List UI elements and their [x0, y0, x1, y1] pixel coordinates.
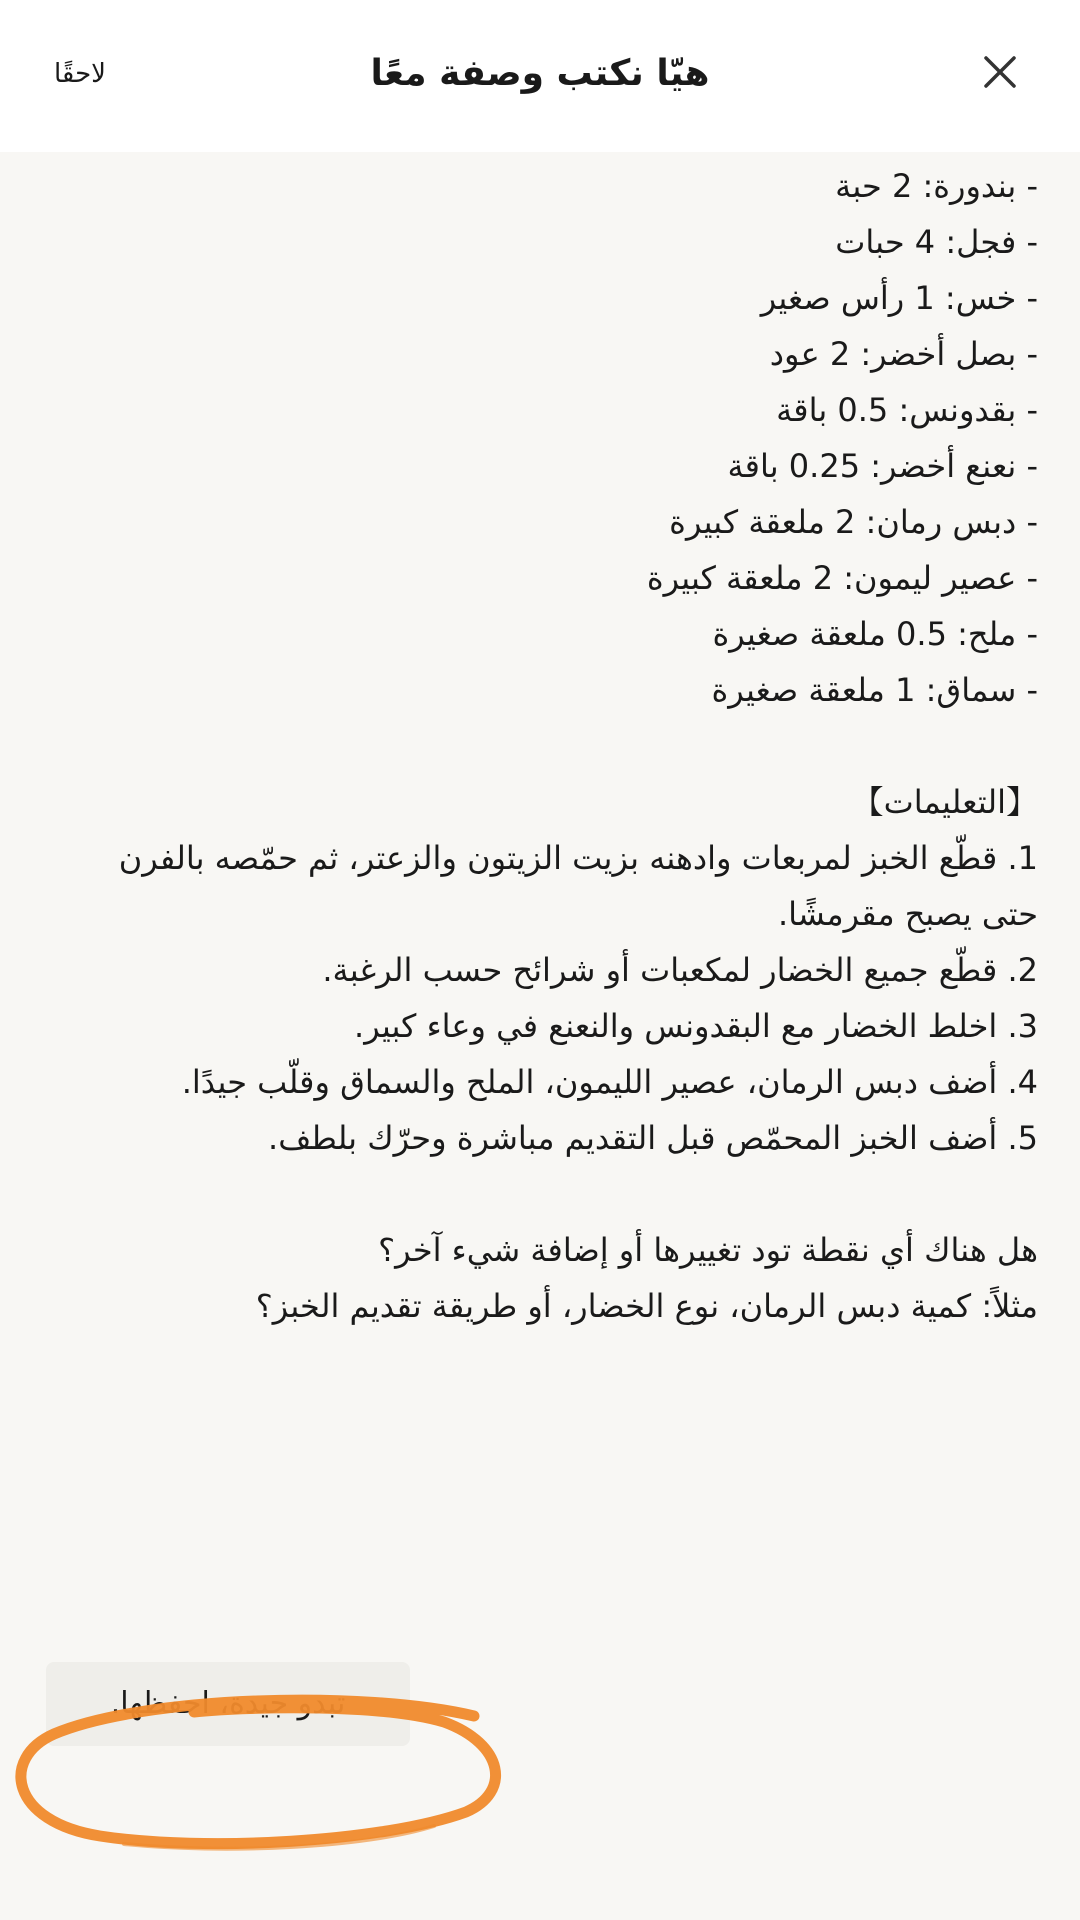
assistant-message — [54, 158, 1038, 1334]
header-bar — [0, 0, 1080, 152]
ingredient-line: - عصير ليمون: 2 ملعقة كبيرة — [646, 559, 1038, 597]
instruction-step: 4. أضف دبس الرمان، عصير الليمون، الملح والسماق وقلّب جيدًا. — [181, 1063, 1038, 1101]
instruction-step: 2. قطّع جميع الخضار لمكعبات أو شرائح حسب الرغبة. — [322, 951, 1038, 989]
ingredient-line: - بندورة: 2 حبة — [835, 167, 1038, 205]
ingredient-line: - بقدونس: 0.5 باقة — [776, 391, 1038, 429]
instruction-step: 5. أضف الخبز المحمّص قبل التقديم مباشرة وحرّك بلطف. — [268, 1119, 1038, 1157]
ingredient-line: - دبس رمان: 2 ملعقة كبيرة — [669, 503, 1038, 541]
ingredient-line: - نعنع أخضر: 0.25 باقة — [727, 447, 1038, 485]
chat-area[interactable] — [0, 152, 1080, 1920]
spacer — [54, 1166, 1038, 1222]
instructions-heading: 【التعليمات】 — [851, 783, 1038, 821]
ingredient-line: - بصل أخضر: 2 عود — [769, 335, 1038, 373]
follow-up-example: مثلاً: كمية دبس الرمان، نوع الخضار، أو طريقة تقديم الخبز؟ — [255, 1287, 1038, 1325]
instruction-step: 3. اخلط الخضار مع البقدونس والنعنع في وعاء كبير. — [354, 1007, 1038, 1045]
ingredient-line: - فجل: 4 حبات — [835, 223, 1038, 261]
instruction-step: 1. قطّع الخبز لمربعات وادهنه بزيت الزيتون والزعتر، ثم حمّصه بالفرن حتى يصبح مقرمشًا. — [118, 839, 1038, 933]
page-title: هيّا نكتب وصفة معًا — [370, 53, 710, 94]
later-button[interactable]: لاحقًا — [54, 59, 106, 89]
quick-reply-save-button[interactable]: تبدو جيدة، احفظها. — [46, 1662, 410, 1746]
ingredient-line: - خس: 1 رأس صغير — [760, 279, 1038, 317]
spacer — [54, 718, 1038, 774]
ingredient-line: - سماق: 1 ملعقة صغيرة — [711, 671, 1038, 709]
ingredient-line: - ملح: 0.5 ملعقة صغيرة — [712, 615, 1038, 653]
follow-up-question: هل هناك أي نقطة تود تغييرها أو إضافة شيء آخر؟ — [378, 1231, 1038, 1269]
